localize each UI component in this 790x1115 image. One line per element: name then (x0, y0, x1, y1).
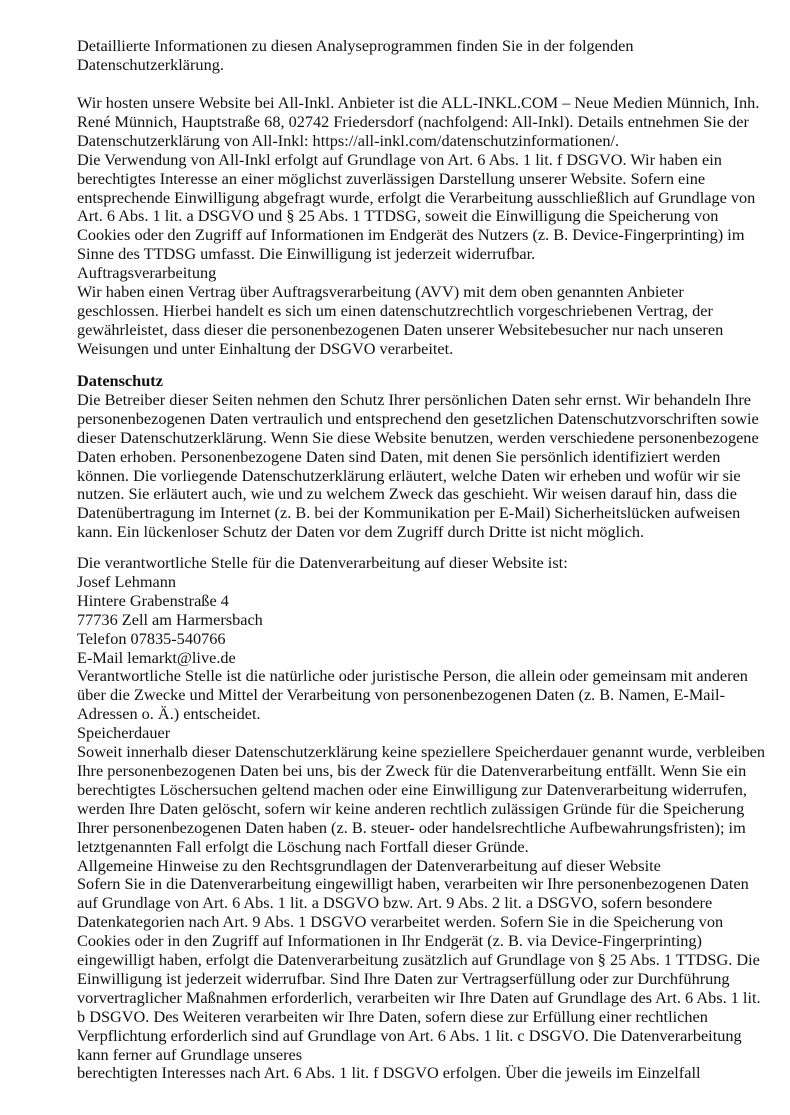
text-line: Die verantwortliche Stelle für die Datenverarbeitung auf dieser Website ist: (77, 553, 568, 572)
text-line: Art. 6 Abs. 1 lit. a DSGVO und § 25 Abs. 1 TTDSG, soweit die Einwilligung die Speicherung von (77, 206, 719, 226)
text-line: Einwilligung ist jederzeit widerrufbar. Sind Ihre Daten zur Vertragserfüllung oder zur Durchführung (77, 968, 730, 988)
intro-paragraph (77, 37, 777, 75)
text-line: Datenkategorien nach Art. 9 Abs. 1 DSGVO verarbeitet werden. Sofern Sie in die Speicherung von (77, 912, 724, 932)
text-line: Cookies oder in den Zugriff auf Informationen in Ihr Endgerät (z. B. via Device-Fingerprinting) (77, 931, 702, 951)
text-line: Sofern Sie in die Datenverarbeitung eingewilligt haben, verarbeiten wir Ihre personenbezogenen Daten (77, 874, 749, 894)
contact-name: Josef Lehmann (77, 571, 177, 591)
text-line: Detaillierte Informationen zu diesen Analyseprogrammen finden Sie in der folgenden (77, 36, 634, 55)
text-line: Sinne des TTDSG umfasst. Die Einwilligung ist jederzeit widerrufbar. (77, 244, 536, 264)
text-line: Ihrer personenbezogenen Daten haben (z. B. steuer- oder handelsrechtliche Aufbewahrungsfristen); im (77, 817, 746, 837)
subheading-rechtsgrundlagen: Allgemeine Hinweise zu den Rechtsgrundlagen der Datenverarbeitung auf dieser Website (77, 855, 661, 875)
text-line: Ihre personenbezogenen Daten bei uns, bis der Zweck für die Datenverarbeitung entfällt. Wenn Sie ein (77, 760, 747, 780)
text-line: Verantwortliche Stelle ist die natürliche oder juristische Person, die allein oder gemeinsam mit anderen (77, 666, 748, 686)
subheading-auftragsverarbeitung: Auftragsverarbeitung (77, 263, 217, 283)
subheading-speicherdauer: Speicherdauer (77, 723, 171, 743)
text-line: berechtigten Interesses nach Art. 6 Abs. 1 lit. f DSGVO erfolgen. Über die jeweils im Einzelfall (77, 1063, 701, 1083)
text-line: entsprechende Einwilligung abgefragt wurde, erfolgt die Verarbeitung ausschließlich auf Grundlage von (77, 187, 756, 207)
text-line: letztgenannten Fall erfolgt die Löschung nach Fortfall dieser Gründe. (77, 836, 529, 856)
text-line: René Münnich, Hauptstraße 68, 02742 Friedersdorf (nachfolgend: All-Inkl). Details entnehmen Sie der (77, 111, 749, 131)
text-line: dieser Datenschutzerklärung. Wenn Sie diese Website benutzen, werden verschiedene personenbezogene (77, 427, 759, 447)
text-line: Adressen o. Ä.) entscheidet. (77, 704, 261, 724)
text-line: Wir haben einen Vertrag über Auftragsverarbeitung (AVV) mit dem oben genannten Anbieter (77, 282, 684, 302)
text-line: auf Grundlage von Art. 6 Abs. 1 lit. a DSGVO bzw. Art. 9 Abs. 2 lit. a DSGVO, sofern besondere (77, 893, 713, 913)
text-line: Datenschutzerklärung. (77, 54, 224, 74)
text-line: Die Verwendung von All-Inkl erfolgt auf Grundlage von Art. 6 Abs. 1 lit. f DSGVO. Wir haben ein (77, 149, 722, 169)
contact-street: Hintere Grabenstraße 4 (77, 590, 229, 610)
text-line: personenbezogenen Daten vertraulich und entsprechend den gesetzlichen Datenschutzvorschriften sowie (77, 408, 759, 428)
text-line: gewährleistet, dass dieser die personenbezogenen Daten unserer Websitebesucher nur nach unseren (77, 319, 724, 339)
text-line: Datenübertragung im Internet (z. B. bei der Kommunikation per E-Mail) Sicherheitslücken aufweisen (77, 503, 741, 523)
verantwortlich-section (77, 554, 777, 1083)
contact-phone: Telefon 07835-540766 (77, 628, 226, 648)
text-line: über die Zwecke und Mittel der Verarbeitung von personenbezogenen Daten (z. B. Namen, E-Mail- (77, 685, 726, 705)
text-line: berechtigtes Interesse an einer möglichst zuverlässigen Darstellung unserer Website. Sofern eine (77, 168, 706, 188)
text-line: kann ferner auf Grundlage unseres (77, 1044, 303, 1064)
text-line: Soweit innerhalb dieser Datenschutzerklärung keine speziellere Speicherdauer genannt wurde, verbleiben (77, 742, 766, 762)
text-line: geschlossen. Hierbei handelt es sich um einen datenschutzrechtlich vorgeschriebenen Vertrag, der (77, 300, 713, 320)
contact-city: 77736 Zell am Harmersbach (77, 609, 263, 629)
text-line: werden Ihre Daten gelöscht, sofern wir keine anderen rechtlich zulässigen Gründe für die Speicherung (77, 798, 745, 818)
text-line: Datenschutzerklärung von All-Inkl: https://all-inkl.com/datenschutzinformationen/. (77, 130, 620, 150)
section-heading: Datenschutz (77, 371, 163, 390)
text-line: Daten erhoben. Personenbezogene Daten sind Daten, mit denen Sie persönlich identifiziert werden (77, 446, 721, 466)
text-line: b DSGVO. Des Weiteren verarbeiten wir Ihre Daten, sofern diese zur Erfüllung einer rechtlichen (77, 1006, 708, 1026)
text-line: Cookies oder den Zugriff auf Informationen im Endgerät des Nutzers (z. B. Device-Fingerprinting) im (77, 225, 745, 245)
datenschutz-section (77, 372, 777, 542)
contact-email: E-Mail lemarkt@live.de (77, 647, 236, 667)
text-line: nutzen. Sie erläutert auch, wie und zu welchem Zweck das geschieht. Wir weisen darauf hin, dass die (77, 484, 738, 504)
text-line: Wir hosten unsere Website bei All-Inkl. Anbieter ist die ALL-INKL.COM – Neue Medien Münnich, Inh. (77, 93, 760, 112)
text-line: kann. Ein lückenloser Schutz der Daten vor dem Zugriff durch Dritte ist nicht möglich. (77, 522, 645, 542)
text-line: können. Die vorliegende Datenschutzerklärung erläutert, welche Daten wir erheben und wofür wir sie (77, 465, 741, 485)
text-line: Verpflichtung erforderlich sind auf Grundlage von Art. 6 Abs. 1 lit. c DSGVO. Die Datenverarbeitung (77, 1025, 742, 1045)
hosting-section (77, 94, 777, 359)
text-line: Die Betreiber dieser Seiten nehmen den Schutz Ihrer persönlichen Daten sehr ernst. Wir behandeln Ihre (77, 389, 752, 409)
text-line: eingewilligt haben, erfolgt die Datenverarbeitung zusätzlich auf Grundlage von § 25 Abs. 1 TTDSG. Die (77, 950, 760, 970)
text-line: vorvertraglicher Maßnahmen erforderlich, verarbeiten wir Ihre Daten auf Grundlage des Art. 6 Abs. 1 lit. (77, 987, 761, 1007)
text-line: Weisungen und unter Einhaltung der DSGVO verarbeitet. (77, 338, 454, 358)
text-line: berechtigtes Löschersuchen geltend machen oder eine Einwilligung zur Datenverarbeitung widerrufen, (77, 779, 747, 799)
